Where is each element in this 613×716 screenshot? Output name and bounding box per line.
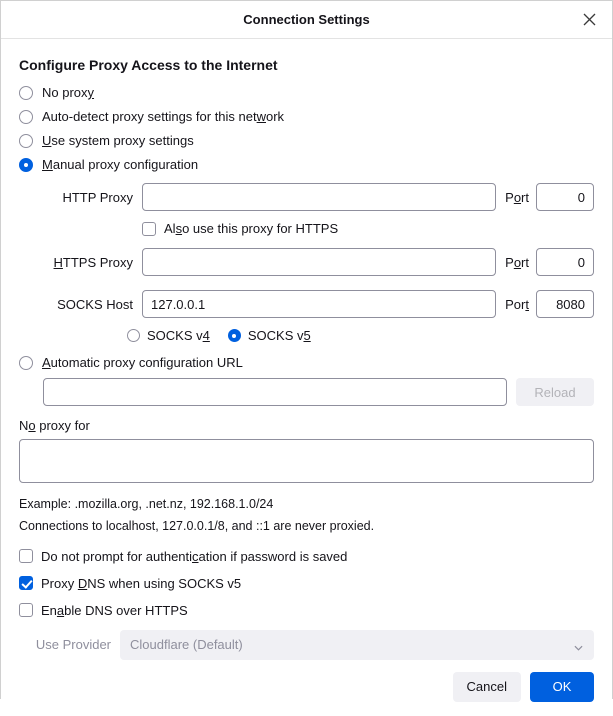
doh-provider-value: Cloudflare (Default) — [130, 637, 243, 653]
http-proxy-row — [19, 183, 594, 211]
checkbox-proxy-dns-socks5-label: Proxy DNS when using SOCKS v5 — [41, 575, 242, 591]
socks-host-port-input[interactable] — [536, 290, 594, 318]
checkbox-indicator — [19, 603, 33, 617]
http-proxy-label: HTTP Proxy — [62, 189, 133, 205]
socks-host-row — [19, 290, 594, 318]
radio-socks-v5[interactable] — [228, 328, 311, 343]
radio-auto-detect-proxy-label: Auto-detect proxy settings for this network — [42, 109, 285, 124]
no-proxy-for-label: No proxy for — [19, 418, 90, 433]
reload-button[interactable]: Reload — [516, 378, 594, 406]
https-proxy-port-label: Port — [505, 254, 529, 270]
dialog-content — [1, 39, 612, 660]
bottom-checkbox-group — [19, 549, 594, 618]
socks-host-input[interactable] — [142, 290, 496, 318]
http-proxy-input[interactable] — [142, 183, 496, 211]
radio-manual-proxy-label: Manual proxy configuration — [42, 157, 199, 172]
doh-provider-row — [19, 630, 594, 660]
radio-indicator — [19, 356, 33, 370]
radio-no-proxy[interactable] — [19, 85, 594, 100]
ok-button[interactable]: OK — [530, 672, 594, 702]
https-proxy-row — [19, 248, 594, 276]
radio-system-proxy[interactable] — [19, 133, 594, 148]
radio-socks-v5-label: SOCKS v5 — [247, 328, 311, 343]
checkbox-enable-doh-label: Enable DNS over HTTPS — [41, 602, 188, 618]
http-proxy-port-input[interactable] — [536, 183, 594, 211]
section-title: Configure Proxy Access to the Internet — [19, 57, 278, 73]
chevron-down-icon — [574, 640, 583, 649]
radio-indicator — [127, 329, 140, 342]
checkbox-proxy-dns-socks5[interactable] — [19, 576, 594, 591]
radio-automatic-proxy-config-url[interactable] — [19, 355, 594, 370]
checkbox-indicator — [19, 549, 33, 563]
doh-provider-select[interactable] — [120, 630, 594, 660]
dialog-title: Connection Settings — [243, 12, 370, 27]
auto-config-url-input[interactable] — [43, 378, 507, 406]
hint-example: Example: .mozilla.org, .net.nz, 192.168.1.0/24 — [19, 497, 274, 511]
radio-manual-proxy[interactable] — [19, 157, 594, 172]
radio-indicator — [19, 86, 33, 100]
no-proxy-for-input[interactable] — [19, 439, 594, 483]
checkbox-enable-doh[interactable] — [19, 603, 594, 618]
radio-indicator — [19, 158, 33, 172]
socks-host-port-label: Port — [505, 296, 529, 312]
socks-version-row — [19, 328, 594, 343]
auto-config-url-row — [19, 378, 594, 406]
checkbox-also-use-proxy-for-https[interactable] — [142, 221, 594, 236]
checkbox-no-auth-prompt-label: Do not prompt for authentication if password is saved — [41, 548, 348, 564]
https-proxy-label: HTTPS Proxy — [53, 254, 133, 270]
checkbox-also-use-proxy-for-https-label: Also use this proxy for HTTPS — [164, 221, 339, 236]
radio-automatic-proxy-config-url-label: Automatic proxy configuration URL — [42, 355, 243, 370]
checkbox-indicator — [19, 576, 33, 590]
https-proxy-port-input[interactable] — [536, 248, 594, 276]
cancel-button[interactable]: Cancel — [453, 672, 521, 702]
doh-provider-label: Use Provider — [35, 637, 111, 653]
checkbox-indicator — [142, 222, 156, 236]
dialog-titlebar — [1, 1, 612, 39]
radio-socks-v4-label: SOCKS v4 — [147, 328, 210, 343]
checkbox-no-auth-prompt[interactable] — [19, 549, 594, 564]
close-icon[interactable] — [576, 7, 602, 33]
socks-host-label: SOCKS Host — [57, 296, 133, 312]
radio-auto-detect-proxy[interactable] — [19, 109, 594, 124]
radio-no-proxy-label: No proxy — [42, 85, 95, 100]
dialog-footer — [1, 660, 612, 716]
also-https-row — [19, 221, 594, 236]
hint-localhost: Connections to localhost, 127.0.0.1/8, and ::1 are never proxied. — [19, 519, 375, 534]
radio-indicator — [228, 329, 241, 342]
https-proxy-input[interactable] — [142, 248, 496, 276]
radio-system-proxy-label: Use system proxy settings — [42, 133, 194, 148]
radio-indicator — [19, 110, 33, 124]
radio-indicator — [19, 134, 33, 148]
radio-socks-v4[interactable] — [127, 328, 210, 343]
http-proxy-port-label: Port — [505, 189, 529, 205]
